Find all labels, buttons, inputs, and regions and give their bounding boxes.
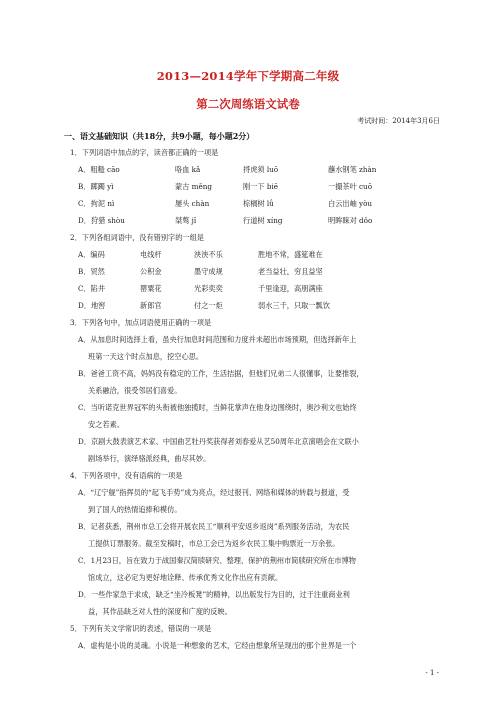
q1-option-a-col4: 蘸水钢笔 zhàn — [328, 165, 377, 174]
q2-option-a-col1: A．编码 — [78, 250, 105, 259]
q1-option-b-col4: 一撮茶叶 cuō — [328, 182, 373, 191]
q1-option-d-col3: 行道树 xíng — [243, 216, 283, 225]
q1-option-c-col4: 白云出岫 yòu — [328, 199, 373, 208]
q3-option-a: A．从加息时间选择上看，虽央行加息时间范围和力度并未超出市场预期，但选择新年上 — [78, 335, 357, 344]
q2-option-b-col3: 墨守成规 — [194, 267, 223, 276]
question-4-stem: 4．下列各项中，没有语病的一项是 — [70, 471, 183, 480]
q1-option-a-col3: 捋虎须 luō — [243, 165, 279, 174]
q2-option-c-col1: C．陷井 — [78, 284, 106, 293]
q4-option-a-cont: 到了国人的热情追捧和模仿。 — [88, 505, 182, 514]
q2-option-b-col1: B．贸然 — [78, 267, 105, 276]
document-subtitle: 第二次周练语文试卷 — [196, 97, 300, 111]
page-number: - 1 - — [425, 669, 439, 677]
q2-option-b-col2: 公积金 — [140, 267, 162, 276]
question-3-stem: 3．下列各句中，加点词语使用正确的一项是 — [70, 318, 212, 327]
q1-option-a-col2: 咯血 kǎ — [175, 165, 201, 174]
q1-option-c-col2: 屡头 chàn — [175, 199, 210, 208]
q2-option-a-col4: 胜地不常，盛筵难在 — [258, 250, 323, 259]
q4-option-b-cont: 工提供订票服务。截至发稿时，市总工会已为返乡农民工集中购票近一万余张。 — [88, 539, 340, 548]
question-5-stem: 5．下列有关文学常识的表述，错误的一项是 — [70, 624, 212, 633]
q3-option-d-cont: 剧场举行，演绎骆派经典，曲尽其妙。 — [88, 454, 211, 463]
q5-option-a: A．虚构是小说的灵魂。小说是一种想象的艺术，它经由想象所呈现出的那个世界是一个 — [78, 641, 357, 650]
q2-option-b-col4: 老当益壮，穷且益坚 — [258, 267, 323, 276]
q2-option-a-col2: 电线杆 — [140, 250, 162, 259]
q2-option-d-col3: 付之一炬 — [194, 301, 223, 310]
exam-time: 考试时间：2014年3月6日 — [357, 117, 440, 125]
q1-option-d-col1: D．狩猎 shòu — [78, 216, 125, 225]
section-heading: 一、语文基础知识（共18分，共9小题，每小题2分） — [64, 131, 255, 141]
q2-option-a-col3: 泱泱不乐 — [194, 250, 223, 259]
q1-option-c-col1: C．拘泥 nì — [78, 199, 115, 208]
q2-option-d-col1: D．地窖 — [78, 301, 106, 310]
q2-option-d-col4: 弱水三千，只取一瓢饮 — [258, 301, 330, 310]
q1-option-c-col3: 棕榈树 lǘ — [243, 199, 274, 208]
q4-option-a: A．“辽宁舰”指挥员的“起飞手势”成为亮点，经过报刊、网络和媒体的转载与报道，受 — [78, 488, 350, 497]
q1-option-d-col2: 桀骜 jǐ — [175, 216, 197, 225]
q3-option-a-cont: 班第一天这个时点加息，挖空心思。 — [88, 352, 204, 361]
q1-option-b-col1: B．踯躅 yì — [78, 182, 114, 191]
q3-option-c: C．当听诺克世界冠军的头衔被他独揽时，当鲜花掌声在他身边围绕时，奥沙利文也始终 — [78, 403, 357, 412]
q4-option-d: D．一些作家急于求成，缺乏“坐冷板凳”的精神，以出版发行为目的，过于注重商业利 — [78, 590, 350, 599]
document-title: 2013—2014学年下学期高二年级 — [156, 69, 340, 83]
q1-option-b-col3: 刚一下 biē — [243, 182, 279, 191]
question-2-stem: 2．下列各组词语中，没有错别字的一组是 — [70, 233, 204, 242]
q4-option-c: C．1月23日，旨在致力于战国秦汉简牍研究、整理、保护的荆州市简牍研究所在市博物 — [78, 556, 356, 565]
q3-option-c-cont: 安之若素。 — [88, 420, 124, 429]
q4-option-d-cont: 益，其作品缺乏对人性的深度和广度的反映。 — [88, 607, 232, 616]
q2-option-c-col2: 罂粟花 — [140, 284, 162, 293]
q1-option-b-col2: 蒙古 měng — [175, 182, 212, 191]
q3-option-d: D．京剧大鼓表演艺术家、中国曲艺牡丹奖获得者刘春爱从艺50周年北京演唱会在文联小 — [78, 437, 359, 446]
q2-option-c-col3: 光彩奕奕 — [194, 284, 223, 293]
q3-option-b: B．爸爸工资不高，妈妈没有稳定的工作，生活拮据，但他们兄弟二人很懂事，让要推裂， — [78, 369, 364, 378]
q1-option-d-col4: 明眸睐对 dǒo — [328, 216, 373, 225]
question-1-stem: 1．下列词语中加点的字，读音都正确的一项是 — [70, 148, 219, 157]
q4-option-b: B．记者获悉，荆州市总工会将开展农民工“顺利平安返乡返岗”系列服务活动，为农民 — [78, 522, 350, 531]
q4-option-c-cont: 馆成立，这必定为更好地诠释、传承优秀文化作出应有贡献。 — [88, 573, 283, 582]
q2-option-d-col2: 新郎官 — [140, 301, 162, 310]
q2-option-c-col4: 千里逢迎，高朋满座 — [258, 284, 323, 293]
q3-option-b-cont: 关系融洽，很受邻居们喜爱。 — [88, 386, 182, 395]
q1-option-a-col1: A．粗糙 cāo — [78, 165, 120, 174]
